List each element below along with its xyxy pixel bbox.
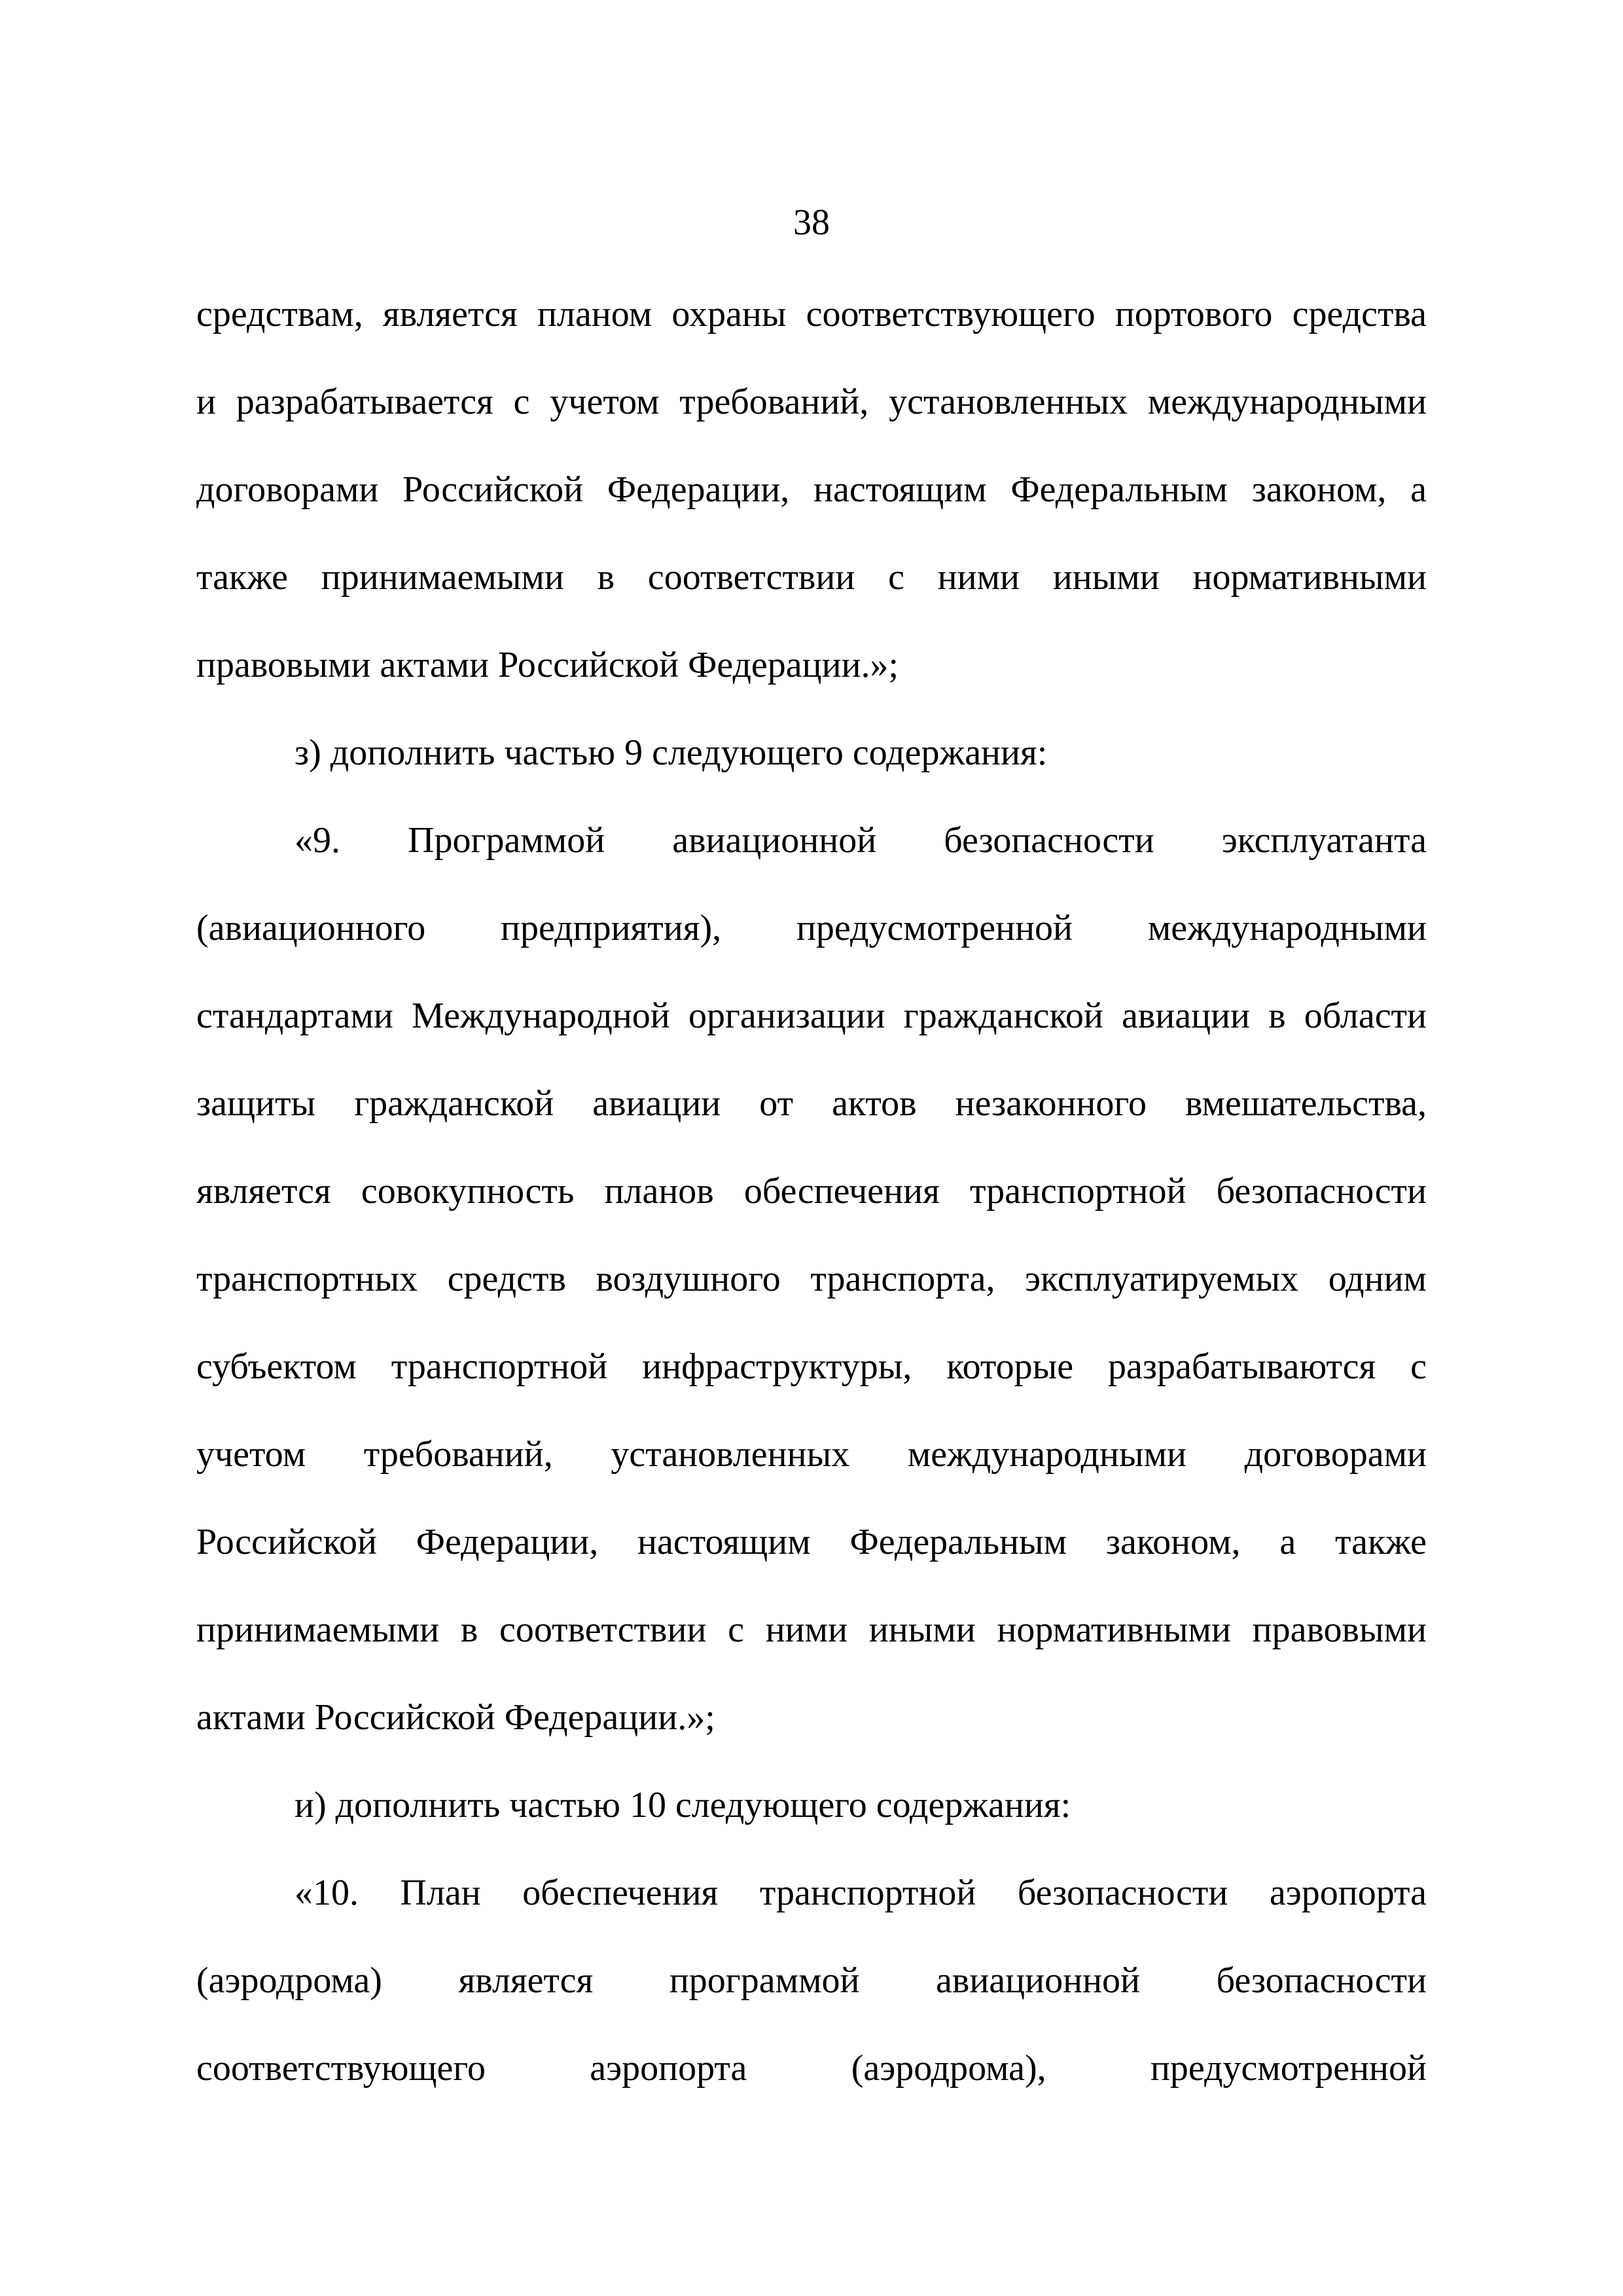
text-line: транспортных средств воздушного транспорта, эксплуатируемых одним xyxy=(196,1259,1427,1299)
text-line: защиты гражданской авиации от актов незаконного вмешательства, xyxy=(196,1083,1427,1124)
text-line-indented: «9. Программой авиационной безопасности эксплуатанта xyxy=(294,820,1427,861)
text-line: также принимаемыми в соответствии с ними иными нормативными xyxy=(196,557,1427,598)
text-line-indented: «10. План обеспечения транспортной безопасности аэропорта xyxy=(294,1873,1427,1913)
text-line: является совокупность планов обеспечения транспортной безопасности xyxy=(196,1171,1427,1211)
text-line: и разрабатывается с учетом требований, установленных международными xyxy=(196,382,1427,422)
text-line: Российской Федерации, настоящим Федеральным законом, а также xyxy=(196,1522,1427,1562)
text-line: учетом требований, установленных международными договорами xyxy=(196,1434,1427,1475)
text-line: принимаемыми в соответствии с ними иными нормативными правовыми xyxy=(196,1609,1427,1650)
page-number: 38 xyxy=(793,202,830,243)
text-line: договорами Российской Федерации, настоящим Федеральным законом, а xyxy=(196,469,1427,510)
text-line: соответствующего аэропорта (аэродрома), предусмотренной xyxy=(196,2048,1427,2089)
text-line: субъектом транспортной инфраструктуры, которые разрабатываются с xyxy=(196,1346,1427,1387)
text-line: средствам, является планом охраны соответствующего портового средства xyxy=(196,294,1427,334)
text-line: (авиационного предприятия), предусмотренной международными xyxy=(196,908,1427,948)
text-line-indented: з) дополнить частью 9 следующего содержания: xyxy=(294,732,1048,773)
text-line: (аэродрома) является программой авиационной безопасности xyxy=(196,1960,1427,2001)
text-line: стандартами Международной организации гражданской авиации в области xyxy=(196,996,1427,1036)
text-line: правовыми актами Российской Федерации.»; xyxy=(196,645,899,685)
text-line: актами Российской Федерации.»; xyxy=(196,1697,715,1738)
text-line-indented: и) дополнить частью 10 следующего содержания: xyxy=(294,1785,1071,1825)
